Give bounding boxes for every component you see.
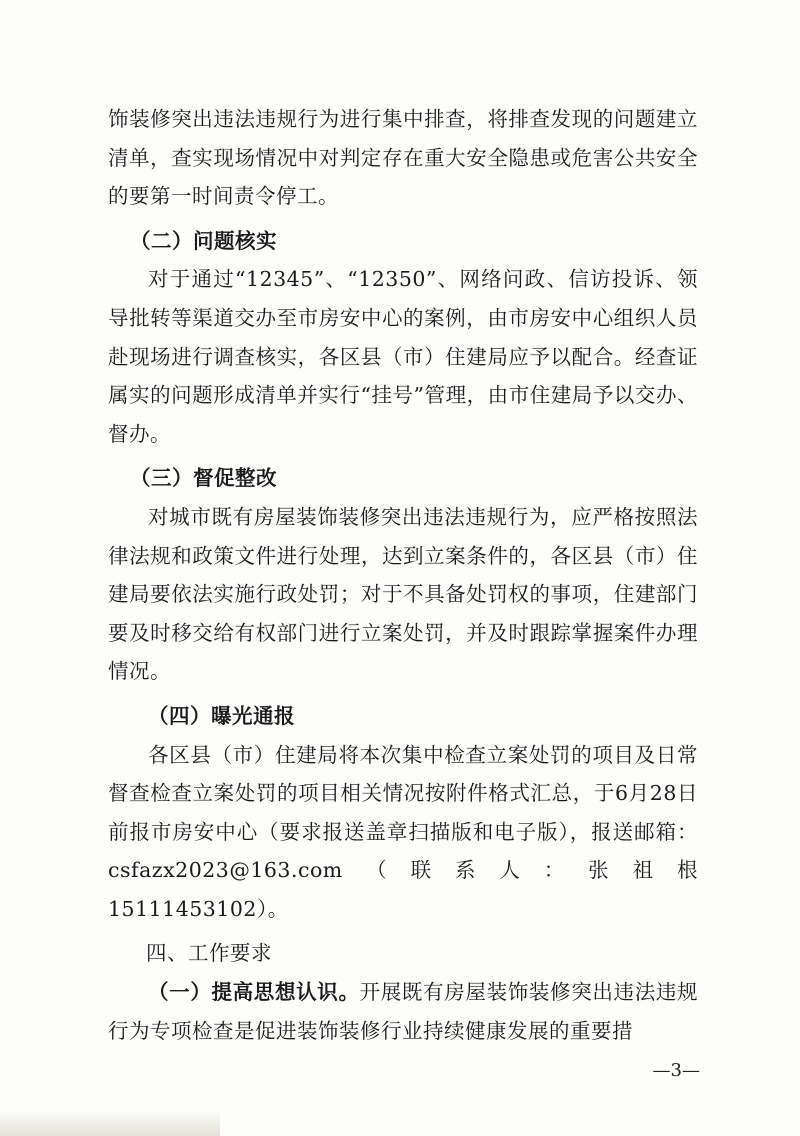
heading-urge-rectification: （三）督促整改	[130, 466, 277, 491]
heading-exposure-notice: （四）曝光通报	[148, 703, 295, 728]
paragraph-continuation: 饰装修突出违法违规行为进行集中排查，将排查发现的问题建立清单，查实现场情况中对判定存在重大安全隐患或危害公共安全的要第一时间责令停工。	[108, 107, 698, 209]
paragraph-problem-verification: 对于通过“12345”、“12350”、网络问政、信访投诉、领导批转等渠道交办至市房安中心的案例，由市房安中心组织人员赴现场进行调查核实，各区县（市）住建局应予以配合。经查证属实的问题形成清单并实行“挂号”管理，由市住建局予以交办、督办。	[108, 267, 698, 446]
paragraph-exposure-notice: 各区县（市）住建局将本次集中检查立案处罚的项目及日常督查检查立案处罚的项目相关情况按附件格式汇总，于6月28日前报市房安中心（要求报送盖章扫描版和电子版），报送邮箱：csfazx2023@163.com（联系人：张祖根 15111453102）。	[108, 742, 698, 921]
document-body	[108, 100, 698, 1050]
scan-edge-shadow	[0, 1110, 220, 1136]
page-number: —3—	[652, 1060, 700, 1081]
heading-problem-verification: （二）问题核实	[130, 228, 277, 253]
paragraph-urge-rectification: 对城市既有房屋装饰装修突出违法违规行为，应严格按照法律法规和政策文件进行处理，达到立案条件的，各区县（市）住建局要依法实施行政处罚；对于不具备处罚权的事项，住建部门要及时移交给有权部门进行立案处罚，并及时跟踪掌握案件办理情况。	[108, 504, 698, 684]
raise-awareness-text: 开展既有房屋装饰装修突出违法违规行为专项检查是促进装饰装修行业持续健康发展的重要措	[108, 980, 699, 1043]
raise-awareness-lead: （一）提高思想认识。	[148, 980, 360, 1005]
section-work-requirements: 四、工作要求	[146, 941, 272, 966]
paragraph-raise-awareness	[108, 973, 698, 1050]
